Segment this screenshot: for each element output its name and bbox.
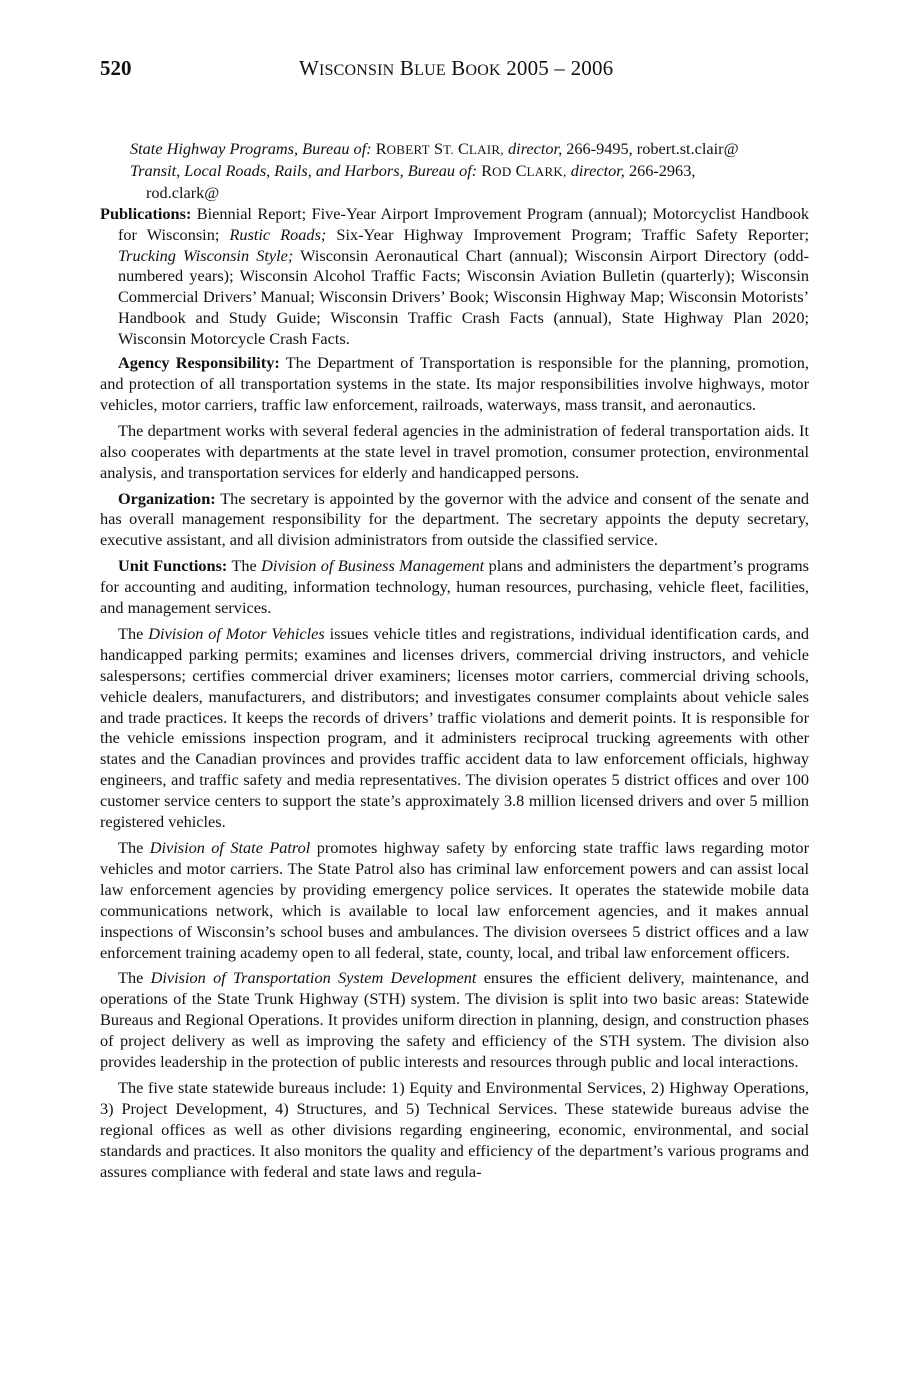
system-development-paragraph: The Division of Transportation System Development ensures the efficient delivery, maintenance, and operations of the State Trunk Highway (STH) system. The division is split into two basic areas: Statewide Bureaus and Regional Operations. It provides uniform direction in planning, design, and construction phases of project delivery as well as improving the safety and efficiency of the STH system. The division also provides leadership in the protection of public interests and resources through public and local interactions. — [100, 968, 810, 1072]
unit-functions-paragraph: Unit Functions: The Division of Business Management plans and administers the department’s programs for accounting and auditing, information technology, human resources, purchasing, vehicle fleet, facilities, and management services. — [100, 556, 809, 618]
organization-paragraph: Organization: The secretary is appointed by the governor with the advice and consent of the senate and has overall management responsibility for the department. The secretary appoints the deputy secretary, executive assistant, and all division administrators from outside the classified service. — [100, 488, 809, 550]
agency-responsibility-paragraph: Agency Responsibility: The Department of Transportation is responsible for the planning, promotion, and protection of all transportation systems in the state. Its major responsibilities involve highways, motor vehicles, motor carriers, traffic law enforcement, railroads, waterways, mass transit, and aeronautics. — [100, 353, 809, 414]
statewide-bureaus-paragraph: The five state statewide bureaus include: 1) Equity and Environmental Services, 2) Highway Operations, 3) Project Development, 4) Structures, and 5) Technical Services. These statewide bureaus advise the regional offices as well as other divisions regarding engineering, economic, environmental, and social standards and practices. It also monitors the quality and efficiency of the department’s various programs and assures compliance with federal and state laws and regula- — [100, 1077, 809, 1181]
publications-paragraph: Publications: Biennial Report; Five-Year Airport Improvement Program (annual); Motorcyclist Handbook for Wisconsin; Rustic Roads; Six-Year Highway Improvement Program; Traffic Safety Reporter; Trucking Wisconsin Style; Wisconsin Aeronautical Chart (annual); Wisconsin Airport Directory (odd-numbered years); Wisconsin Alcohol Traffic Facts; Wisconsin Aviation Bulletin (quarterly); Wisconsin Commercial Drivers’ Manual; Wisconsin Drivers’ Book; Wisconsin Highway Map; Wisconsin Motorists’ Handbook and Study Guide; Wisconsin Traffic Crash Facts (annual), State Highway Plan 2020; Wisconsin Motorcycle Crash Facts. — [100, 203, 810, 349]
federal-agencies-paragraph: The department works with several federal agencies in the administration of federal transportation aids. It also cooperates with departments at the state level in travel promotion, consumer protection, environmental analysis, and transportation services for elderly and handicapped persons. — [100, 420, 809, 482]
bureau-entry-state-highway: State Highway Programs, Bureau of: ROBERT ST. CLAIR, director, 266-9495, robert.st.clair@ — [130, 139, 739, 158]
body-text — [100, 139, 809, 1183]
state-patrol-paragraph: The Division of State Patrol promotes highway safety by enforcing state traffic laws regarding motor vehicles and motor carriers. The State Patrol also has criminal law enforcement powers and can assist local law enforcement agencies by providing emergency police services. It operates the statewide mobile data communications network, which is available to local law enforcement agencies, and it makes annual inspections of Wisconsin’s school buses and ambulances. The division oversees 5 district offices and a law enforcement training academy open to all federal, state, county, local, and tribal law enforcement officers. — [100, 838, 809, 962]
page-number: 520 — [100, 56, 132, 80]
page-header — [100, 55, 807, 83]
motor-vehicles-paragraph: The Division of Motor Vehicles issues vehicle titles and registrations, individual identification cards, and handicapped parking permits; examines and licenses drivers, commercial driving instructors, and vehicle salespersons; certifies commercial driver examiners; licenses motor carriers, commercial driving schools, vehicle dealers, manufacturers, and distributors; and investigates consumer complaints about vehicle sales and trade practices. It keeps the records of drivers’ traffic violations and demerit points. It is responsible for the vehicle emissions inspection program, and it administers reciprocal trucking agreements with other states and the Canadian provinces and provides traffic accident data to law enforcement officials, highway engineers, and traffic safety and media representatives. The division operates 5 district offices and over 100 customer service centers to support the state’s approximately 3.8 million licensed drivers and over 5 million registered vehicles. — [100, 623, 810, 832]
bureau-entry-transit: Transit, Local Roads, Rails, and Harbors, Bureau of: ROD CLARK, director, 266-2963, rod.clark@ — [130, 160, 696, 202]
running-head: WISCONSIN BLUE BOOK 2005 – 2006 — [299, 56, 614, 80]
